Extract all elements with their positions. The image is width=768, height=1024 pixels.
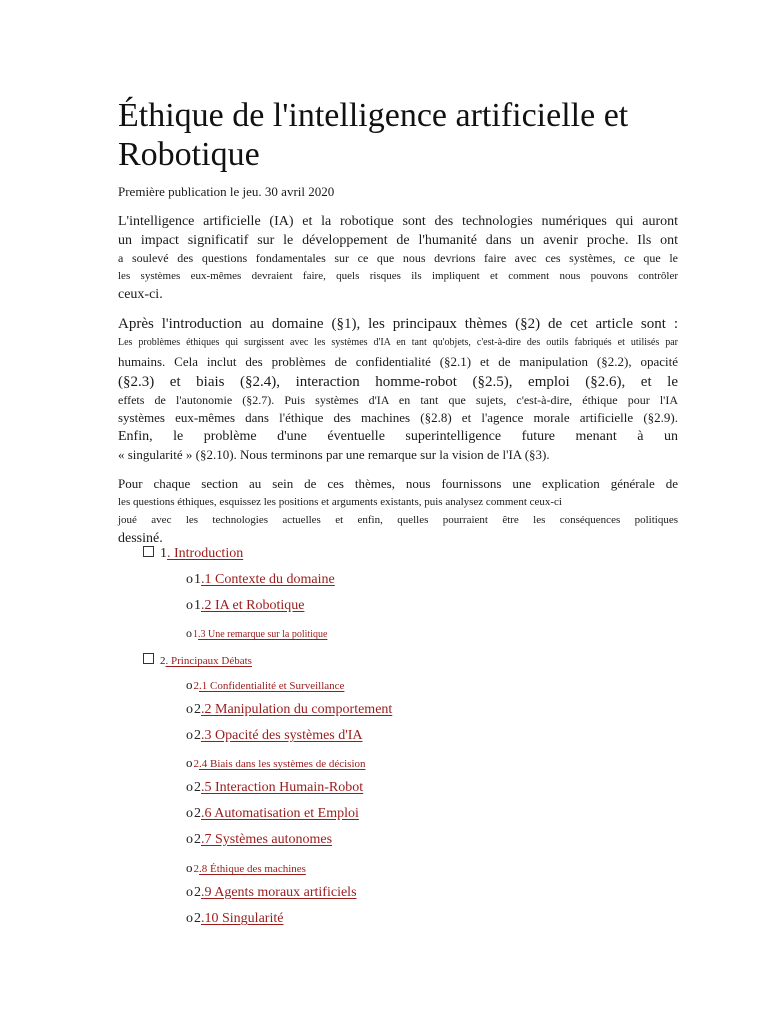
square-bullet-icon: [143, 546, 154, 557]
toc-item[interactable]: [186, 702, 392, 718]
paragraph-line: les questions éthiques, esquissez les positions et arguments existants, puis analysez comment ceux-ci: [118, 496, 562, 508]
toc-item[interactable]: [186, 598, 310, 614]
paragraph-line: les systèmes eux-mêmes devraient faire, quels risques ils impliquent et comment nous pouvons contrôler: [118, 270, 678, 282]
toc-link[interactable]: . Introduction: [167, 546, 244, 561]
toc-item[interactable]: [186, 728, 369, 744]
circle-bullet-icon: o: [186, 885, 193, 900]
paragraph-line: L'intelligence artificielle (IA) et la robotique sont des technologies numériques qui auront: [118, 214, 678, 229]
toc-number: 2: [193, 758, 199, 770]
circle-bullet-icon: o: [186, 677, 193, 692]
intro-paragraph-3: [118, 474, 678, 548]
paragraph-line: effets de l'autonomie (§2.7). Puis systèmes d'IA en tant que sujets, c'est-à-dire, éthique pour l'IA: [118, 393, 678, 407]
toc-item[interactable]: [186, 572, 357, 588]
article: [118, 96, 678, 558]
toc-item[interactable]: [186, 755, 372, 771]
circle-bullet-icon: o: [186, 598, 193, 613]
circle-bullet-icon: o: [186, 832, 193, 847]
toc-number: 2: [194, 885, 201, 900]
circle-bullet-icon: o: [186, 572, 193, 587]
toc-link[interactable]: .2 Manipulation du comportement: [201, 702, 393, 717]
toc-link[interactable]: .2 IA et Robotique: [201, 598, 305, 613]
toc-link[interactable]: .3 Une remarque sur la politique: [198, 629, 328, 640]
toc-number: 2: [194, 911, 201, 926]
circle-bullet-icon: o: [186, 728, 193, 743]
toc-number: 2: [194, 806, 201, 821]
toc-item[interactable]: [143, 653, 254, 667]
paragraph-line: systèmes eux-mêmes dans l'éthique des machines (§2.8) et l'agence morale artificielle (§2.9).: [118, 410, 678, 425]
toc-number: 1: [193, 629, 198, 640]
toc-number: 2: [193, 680, 199, 692]
toc-link[interactable]: .1 Confidentialité et Surveillance: [199, 680, 345, 692]
toc-link[interactable]: .4 Biais dans les systèmes de décision: [199, 758, 366, 770]
circle-bullet-icon: o: [186, 780, 193, 795]
toc-item[interactable]: [186, 860, 316, 876]
paragraph-line: Enfin, le problème d'une éventuelle superintelligence future menant à un: [118, 429, 678, 444]
intro-paragraph-2: [118, 314, 678, 464]
paragraph-line: Après l'introduction au domaine (§1), les principaux thèmes (§2) de cet article sont :: [118, 316, 678, 332]
toc-number: 2: [194, 832, 201, 847]
circle-bullet-icon: o: [186, 806, 193, 821]
toc-link[interactable]: .3 Opacité des systèmes d'IA: [201, 728, 363, 743]
toc-item[interactable]: [186, 832, 352, 848]
circle-bullet-icon: o: [186, 702, 193, 717]
toc-item[interactable]: [186, 626, 329, 641]
toc-number: 2: [160, 655, 166, 667]
toc-number: 1: [194, 572, 201, 587]
toc-number: 2: [194, 780, 201, 795]
toc-item[interactable]: [143, 546, 253, 562]
toc-number: 2: [194, 728, 201, 743]
toc-link[interactable]: .1 Contexte du domaine: [201, 572, 335, 587]
toc-link[interactable]: .10 Singularité: [201, 911, 284, 926]
paragraph-line: joué avec les technologies actuelles et enfin, quelles pourraient être les conséquences politiques: [118, 514, 678, 526]
paragraph-line: un impact significatif sur le développement de l'humanité dans un avenir proche. Ils ont: [118, 233, 678, 248]
paragraph-line: (§2.3) et biais (§2.4), interaction homme-robot (§2.5), emploi (§2.6), et le: [118, 374, 678, 390]
publication-date: Première publication le jeu. 30 avril 2020: [118, 184, 335, 199]
circle-bullet-icon: o: [186, 626, 192, 640]
paragraph-line: a soulevé des questions fondamentales sur ce que nous devrions faire avec ces systèmes, ce que le: [118, 251, 678, 265]
toc-item[interactable]: [186, 780, 373, 796]
toc-item[interactable]: [186, 885, 361, 901]
circle-bullet-icon: o: [186, 911, 193, 926]
page-title-line-1: Éthique de l'intelligence artificielle et: [118, 97, 629, 134]
toc-item[interactable]: [186, 911, 291, 927]
intro-paragraph-1: [118, 212, 678, 304]
toc-number: 2: [193, 863, 199, 875]
paragraph-line: Pour chaque section au sein de ces thèmes, nous fournissons une explication générale de: [118, 476, 678, 491]
page-title-line-2: Robotique: [118, 136, 260, 173]
square-bullet-icon: [143, 653, 154, 664]
toc-link[interactable]: .7 Systèmes autonomes: [201, 832, 333, 847]
toc-link[interactable]: . Principaux Débats: [165, 655, 252, 667]
paragraph-line: ceux-ci.: [118, 287, 163, 302]
circle-bullet-icon: o: [186, 860, 193, 875]
toc-link[interactable]: .5 Interaction Humain-Robot: [201, 780, 364, 795]
toc-item[interactable]: [186, 806, 395, 822]
page-title: [118, 96, 678, 174]
toc-link[interactable]: .9 Agents moraux artificiels: [201, 885, 357, 900]
circle-bullet-icon: o: [186, 755, 193, 770]
paragraph-line: « singularité » (§2.10). Nous terminons par une remarque sur la vision de l'IA (§3).: [118, 447, 550, 462]
paragraph-line: dessiné.: [118, 531, 163, 546]
toc-number: 2: [194, 702, 201, 717]
toc-link[interactable]: .8 Éthique des machines: [199, 863, 306, 875]
paragraph-line: Les problèmes éthiques qui surgissent avec les systèmes d'IA en tant qu'objets, c'est-à-dire des outils fabriqués et utilisés par: [118, 337, 678, 348]
toc-item[interactable]: [186, 677, 358, 693]
paragraph-line: humains. Cela inclut des problèmes de confidentialité (§2.1) et de manipulation (§2.2), opacité: [118, 354, 678, 369]
toc-link[interactable]: .6 Automatisation et Emploi: [201, 806, 359, 821]
toc-number: 1: [194, 598, 201, 613]
toc-number: 1: [160, 546, 167, 561]
